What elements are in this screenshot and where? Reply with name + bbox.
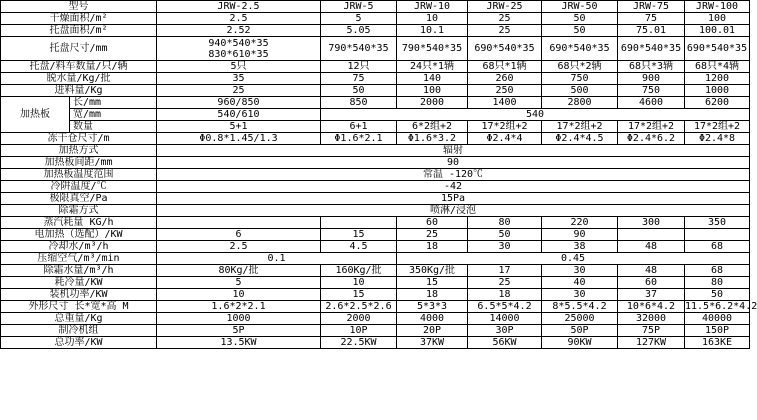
- table-cell: 80: [468, 217, 542, 229]
- table-cell: 15: [321, 229, 397, 241]
- table-cell: 68只*3辆: [618, 61, 685, 73]
- table-cell: 2000: [321, 313, 397, 325]
- table-cell: 2.52: [157, 25, 321, 37]
- table-row: [1, 181, 750, 193]
- table-cell: 690*540*35: [618, 37, 685, 61]
- table-cell: 6: [157, 229, 321, 241]
- table-row: [1, 73, 750, 85]
- table-cell: 辐射: [157, 145, 750, 157]
- table-cell: 80: [685, 277, 750, 289]
- row-label: 干燥面积/m²: [1, 13, 157, 25]
- table-cell: 37: [618, 289, 685, 301]
- table-cell: 1000: [685, 85, 750, 97]
- table-cell: 68只*1辆: [468, 61, 542, 73]
- table-cell: 750: [542, 73, 618, 85]
- table-cell: 75: [618, 13, 685, 25]
- table-cell: Φ1.6*2.1: [321, 133, 397, 145]
- table-row: [1, 313, 750, 325]
- header-row: [1, 1, 750, 13]
- row-label: 蒸汽耗量 KG/h: [1, 217, 157, 229]
- table-row: [1, 337, 750, 349]
- header-label: 型号: [1, 1, 157, 13]
- table-cell: 15Pa: [157, 193, 750, 205]
- table-cell: 690*540*35: [685, 37, 750, 61]
- table-cell: 960/850: [157, 97, 321, 109]
- table-cell: Φ2.4*8: [685, 133, 750, 145]
- table-cell: 6200: [685, 97, 750, 109]
- table-cell: 750: [618, 85, 685, 97]
- row-label: 加热板间距/mm: [1, 157, 157, 169]
- table-cell: 790*540*35: [321, 37, 397, 61]
- plate-group-label: 加热板: [1, 97, 70, 133]
- table-row: [1, 241, 750, 253]
- table-cell: 32000: [618, 313, 685, 325]
- table-cell: 163KE: [685, 337, 750, 349]
- table-cell: 20P: [397, 325, 468, 337]
- table-cell: 48: [618, 265, 685, 277]
- table-cell: 10: [157, 289, 321, 301]
- row-label: 脱水量/Kg/批: [1, 73, 157, 85]
- table-cell: 68: [685, 241, 750, 253]
- row-label: 冷阱温度/℃: [1, 181, 157, 193]
- table-row: [1, 217, 750, 229]
- table-cell: 4000: [397, 313, 468, 325]
- table-cell: 300: [618, 217, 685, 229]
- table-cell: -42: [157, 181, 750, 193]
- table-cell: 5只: [157, 61, 321, 73]
- row-label: 托盘尺寸/mm: [1, 37, 157, 61]
- row-label: 除霜水量/m³/h: [1, 265, 157, 277]
- table-cell: 60: [618, 277, 685, 289]
- table-cell: 68只*4辆: [685, 61, 750, 73]
- table-cell: 40: [542, 277, 618, 289]
- table-cell: 38: [542, 241, 618, 253]
- table-cell: 50: [321, 85, 397, 97]
- model-name: JRW-5: [321, 1, 397, 13]
- table-cell: Φ2.4*4: [468, 133, 542, 145]
- table-cell: 15: [321, 289, 397, 301]
- table-cell: 喷淋/浸泡: [157, 205, 750, 217]
- table-cell: 6*2组+2: [397, 121, 468, 133]
- table-cell: 50P: [542, 325, 618, 337]
- row-label: 冷却水/m³/h: [1, 241, 157, 253]
- table-cell: 5*3*3: [397, 301, 468, 313]
- table-cell: 50: [542, 25, 618, 37]
- table-row: [1, 109, 750, 121]
- table-cell: 30P: [468, 325, 542, 337]
- table-row: [1, 325, 750, 337]
- table-cell: 4600: [618, 97, 685, 109]
- table-cell: [618, 229, 685, 241]
- table-row: [1, 253, 750, 265]
- table-cell: 60: [397, 217, 468, 229]
- table-row: [1, 205, 750, 217]
- table-cell: 35: [157, 73, 321, 85]
- table-cell: 250: [468, 85, 542, 97]
- table-cell: [157, 37, 321, 61]
- table-cell: 350: [685, 217, 750, 229]
- table-cell: Φ0.8*1.45/1.3: [157, 133, 321, 145]
- table-cell: 2000: [397, 97, 468, 109]
- table-cell: 17*2组+2: [618, 121, 685, 133]
- model-name: JRW-50: [542, 1, 618, 13]
- table-cell: 25: [468, 277, 542, 289]
- table-cell: 4.5: [321, 241, 397, 253]
- row-label: 加热板温度范围: [1, 169, 157, 181]
- model-name: JRW-100: [685, 1, 750, 13]
- table-row: [1, 13, 750, 25]
- table-cell: 0.1: [157, 253, 397, 265]
- row-label: 加热方式: [1, 145, 157, 157]
- model-name: JRW-2.5: [157, 1, 321, 13]
- table-row: [1, 157, 750, 169]
- table-cell: [321, 217, 397, 229]
- table-cell: 10P: [321, 325, 397, 337]
- table-cell: 1000: [157, 313, 321, 325]
- table-cell: 10.1: [397, 25, 468, 37]
- table-cell: 14000: [468, 313, 542, 325]
- table-cell: 50: [685, 289, 750, 301]
- table-cell: 18: [468, 289, 542, 301]
- table-cell: 2.5: [157, 241, 321, 253]
- table-cell: 50: [542, 13, 618, 25]
- table-cell: 75.01: [618, 25, 685, 37]
- table-cell: 10: [397, 13, 468, 25]
- table-cell: 100.01: [685, 25, 750, 37]
- table-cell: 2.6*2.5*2.6: [321, 301, 397, 313]
- table-row: [1, 85, 750, 97]
- row-label: 极限真空/Pa: [1, 193, 157, 205]
- table-row: [1, 277, 750, 289]
- row-label: 进料量/Kg: [1, 85, 157, 97]
- table-cell: 5: [157, 277, 321, 289]
- table-row: [1, 133, 750, 145]
- table-row: [1, 121, 750, 133]
- table-cell: 75: [321, 73, 397, 85]
- table-cell: 5.05: [321, 25, 397, 37]
- row-label: 压缩空气/m³/min: [1, 253, 157, 265]
- row-label: 电加热（选配）/KW: [1, 229, 157, 241]
- table-cell: 790*540*35: [397, 37, 468, 61]
- table-cell: 90: [542, 229, 618, 241]
- table-cell: 30: [542, 289, 618, 301]
- table-cell: 56KW: [468, 337, 542, 349]
- table-row: [1, 193, 750, 205]
- table-cell: 18: [397, 241, 468, 253]
- table-cell: 540: [321, 109, 750, 121]
- table-row: [1, 37, 750, 61]
- table-cell: 90: [157, 157, 750, 169]
- table-cell: 140: [397, 73, 468, 85]
- table-cell: 25: [157, 85, 321, 97]
- table-cell: 5+1: [157, 121, 321, 133]
- table-cell: 37KW: [397, 337, 468, 349]
- table-cell: 10: [321, 277, 397, 289]
- table-cell: 2800: [542, 97, 618, 109]
- table-cell: 17*2组+2: [468, 121, 542, 133]
- table-cell: 2.5: [157, 13, 321, 25]
- table-cell: 22.5KW: [321, 337, 397, 349]
- table-cell: 25000: [542, 313, 618, 325]
- table-cell: 100: [397, 85, 468, 97]
- table-row: [1, 229, 750, 241]
- table-cell: 90KW: [542, 337, 618, 349]
- table-cell: 50: [468, 229, 542, 241]
- table-cell: 6+1: [321, 121, 397, 133]
- table-cell: 40000: [685, 313, 750, 325]
- table-cell: 18: [397, 289, 468, 301]
- row-label: 托盘/料车数量/只/辆: [1, 61, 157, 73]
- model-name: JRW-75: [618, 1, 685, 13]
- table-cell: 6.5*5*4.2: [468, 301, 542, 313]
- table-cell: 80Kg/批: [157, 265, 321, 277]
- table-cell: 常温 -120℃: [157, 169, 750, 181]
- table-cell: 260: [468, 73, 542, 85]
- table-cell: 127KW: [618, 337, 685, 349]
- table-cell: 10*6*4.2: [618, 301, 685, 313]
- model-name: JRW-25: [468, 1, 542, 13]
- table-cell: 17*2组+2: [542, 121, 618, 133]
- table-cell: Φ2.4*4.5: [542, 133, 618, 145]
- table-cell: 17*2组+2: [685, 121, 750, 133]
- table-cell: 160Kg/批: [321, 265, 397, 277]
- table-cell: 540/610: [157, 109, 321, 121]
- table-cell: 100: [685, 13, 750, 25]
- row-label: 除霜方式: [1, 205, 157, 217]
- table-cell: 48: [618, 241, 685, 253]
- row-label: 外形尺寸 长*宽*高 M: [1, 301, 157, 313]
- table-cell: 30: [468, 241, 542, 253]
- table-cell: 220: [542, 217, 618, 229]
- table-cell: 68: [685, 265, 750, 277]
- table-row: [1, 169, 750, 181]
- table-row: [1, 61, 750, 73]
- table-cell: 900: [618, 73, 685, 85]
- tray-size-alt: 830*610*35: [208, 48, 269, 60]
- table-row: [1, 25, 750, 37]
- table-cell: 350Kg/批: [397, 265, 468, 277]
- table-cell: 5P: [157, 325, 321, 337]
- table-row: [1, 289, 750, 301]
- table-cell: 850: [321, 97, 397, 109]
- table-cell: 12只: [321, 61, 397, 73]
- row-label: 冻干仓尺寸/m: [1, 133, 157, 145]
- table-row: [1, 265, 750, 277]
- table-cell: 13.5KW: [157, 337, 321, 349]
- table-cell: 25: [397, 229, 468, 241]
- table-cell: 1400: [468, 97, 542, 109]
- table-cell: 150P: [685, 325, 750, 337]
- table-row: [1, 301, 750, 313]
- table-cell: 1200: [685, 73, 750, 85]
- table-cell: 1.6*2*2.1: [157, 301, 321, 313]
- model-name: JRW-10: [397, 1, 468, 13]
- table-cell: 690*540*35: [542, 37, 618, 61]
- row-label: 耗冷量/KW: [1, 277, 157, 289]
- table-cell: 68只*2辆: [542, 61, 618, 73]
- table-cell: 15: [397, 277, 468, 289]
- table-cell: 0.45: [397, 253, 750, 265]
- row-label: 总重量/Kg: [1, 313, 157, 325]
- row-label: 宽/mm: [70, 109, 157, 121]
- row-label: 长/mm: [70, 97, 157, 109]
- table-cell: 690*540*35: [468, 37, 542, 61]
- row-label: 总功率/KW: [1, 337, 157, 349]
- row-label: 制冷机组: [1, 325, 157, 337]
- table-cell: Φ2.4*6.2: [618, 133, 685, 145]
- table-row: [1, 145, 750, 157]
- table-cell: Φ1.6*3.2: [397, 133, 468, 145]
- table-cell: 24只*1辆: [397, 61, 468, 73]
- table-row: [1, 97, 750, 109]
- table-cell: 30: [542, 265, 618, 277]
- row-label: 装机功率/KW: [1, 289, 157, 301]
- table-cell: [685, 229, 750, 241]
- tray-size-primary: 940*540*35: [208, 37, 269, 49]
- table-cell: 25: [468, 13, 542, 25]
- table-cell: 8*5.5*4.2: [542, 301, 618, 313]
- table-cell: 11.5*6.2*4.2: [685, 301, 757, 312]
- table-cell: 5: [321, 13, 397, 25]
- row-label: 托盘面积/m²: [1, 25, 157, 37]
- table-cell: 25: [468, 25, 542, 37]
- table-cell: [157, 217, 321, 229]
- table-cell: 17: [468, 265, 542, 277]
- table-cell: 75P: [618, 325, 685, 337]
- row-label: 数量: [70, 121, 157, 133]
- table-cell: 500: [542, 85, 618, 97]
